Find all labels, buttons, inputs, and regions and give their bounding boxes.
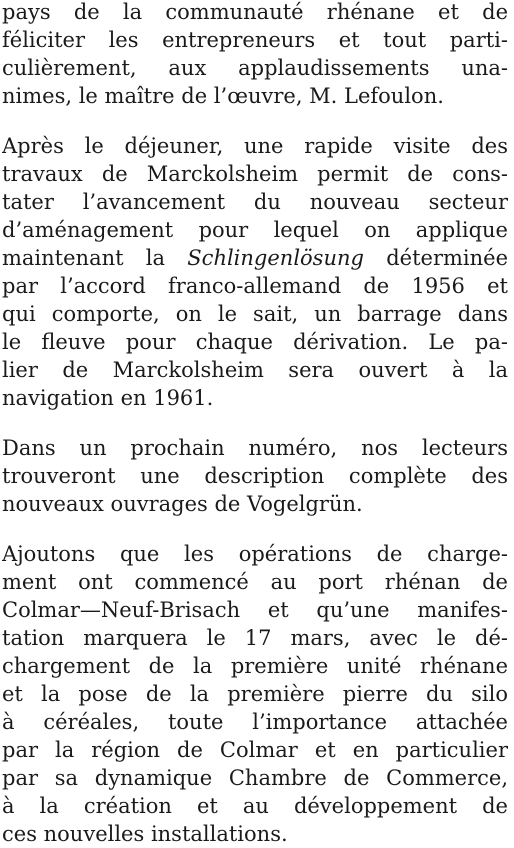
- text-line: à la création et au développement de: [2, 794, 508, 818]
- text-line: par sa dynamique Chambre de Commerce,: [2, 766, 508, 790]
- text-line: ces nouvelles installations.: [2, 822, 288, 846]
- text-line: le fleuve pour chaque dérivation. Le pa-: [2, 330, 508, 354]
- text-line: culièrement, aux applaudissements una-: [2, 56, 508, 80]
- paragraph-1: [2, 0, 508, 110]
- text-line: féliciter les entrepreneurs et tout parti-: [2, 28, 508, 52]
- text-line: chargement de la première unité rhénane: [2, 654, 508, 678]
- paragraph-3: [2, 434, 508, 518]
- text-line: navigation en 1961.: [2, 386, 214, 410]
- text-line: pays de la communauté rhénane et de: [2, 0, 508, 24]
- text-line: qui comporte, on le sait, un barrage dans: [2, 302, 508, 326]
- text-line: Ajoutons que les opérations de charge-: [2, 542, 508, 566]
- text-line: ment ont commencé au port rhénan de: [2, 570, 508, 594]
- text-line: travaux de Marckolsheim permit de cons-: [2, 162, 508, 186]
- text-line: tation marquera le 17 mars, avec le dé-: [2, 626, 508, 650]
- text-line: par l’accord franco-allemand de 1956 et: [2, 274, 508, 298]
- text-line: Dans un prochain numéro, nos lecteurs: [2, 436, 508, 460]
- text-line: et la pose de la première pierre du silo: [2, 682, 508, 706]
- text-run: maintenant la: [2, 246, 188, 270]
- text-line-with-italic: [2, 244, 508, 272]
- text-line: d’aménagement pour lequel on applique: [2, 218, 508, 242]
- text-line: nimes, le maître de l’œuvre, M. Lefoulon.: [2, 84, 444, 108]
- text-run: déterminée: [363, 246, 508, 270]
- text-line: par la région de Colmar et en particulier: [2, 738, 508, 762]
- text-line: Après le déjeuner, une rapide visite des: [2, 134, 508, 158]
- paragraph-2: [2, 132, 508, 412]
- text-line: tater l’avancement du nouveau secteur: [2, 190, 508, 214]
- text-line: lier de Marckolsheim sera ouvert à la: [2, 358, 508, 382]
- text-line: trouveront une description complète des: [2, 464, 508, 488]
- text-line: Colmar—Neuf-Brisach et qu’une manifes-: [2, 598, 508, 622]
- text-line: à céréales, toute l’importance attachée: [2, 710, 508, 734]
- paragraph-4: [2, 540, 508, 848]
- italic-term: Schlingenlösung: [187, 246, 364, 270]
- text-line: nouveaux ouvrages de Vogelgrün.: [2, 492, 363, 516]
